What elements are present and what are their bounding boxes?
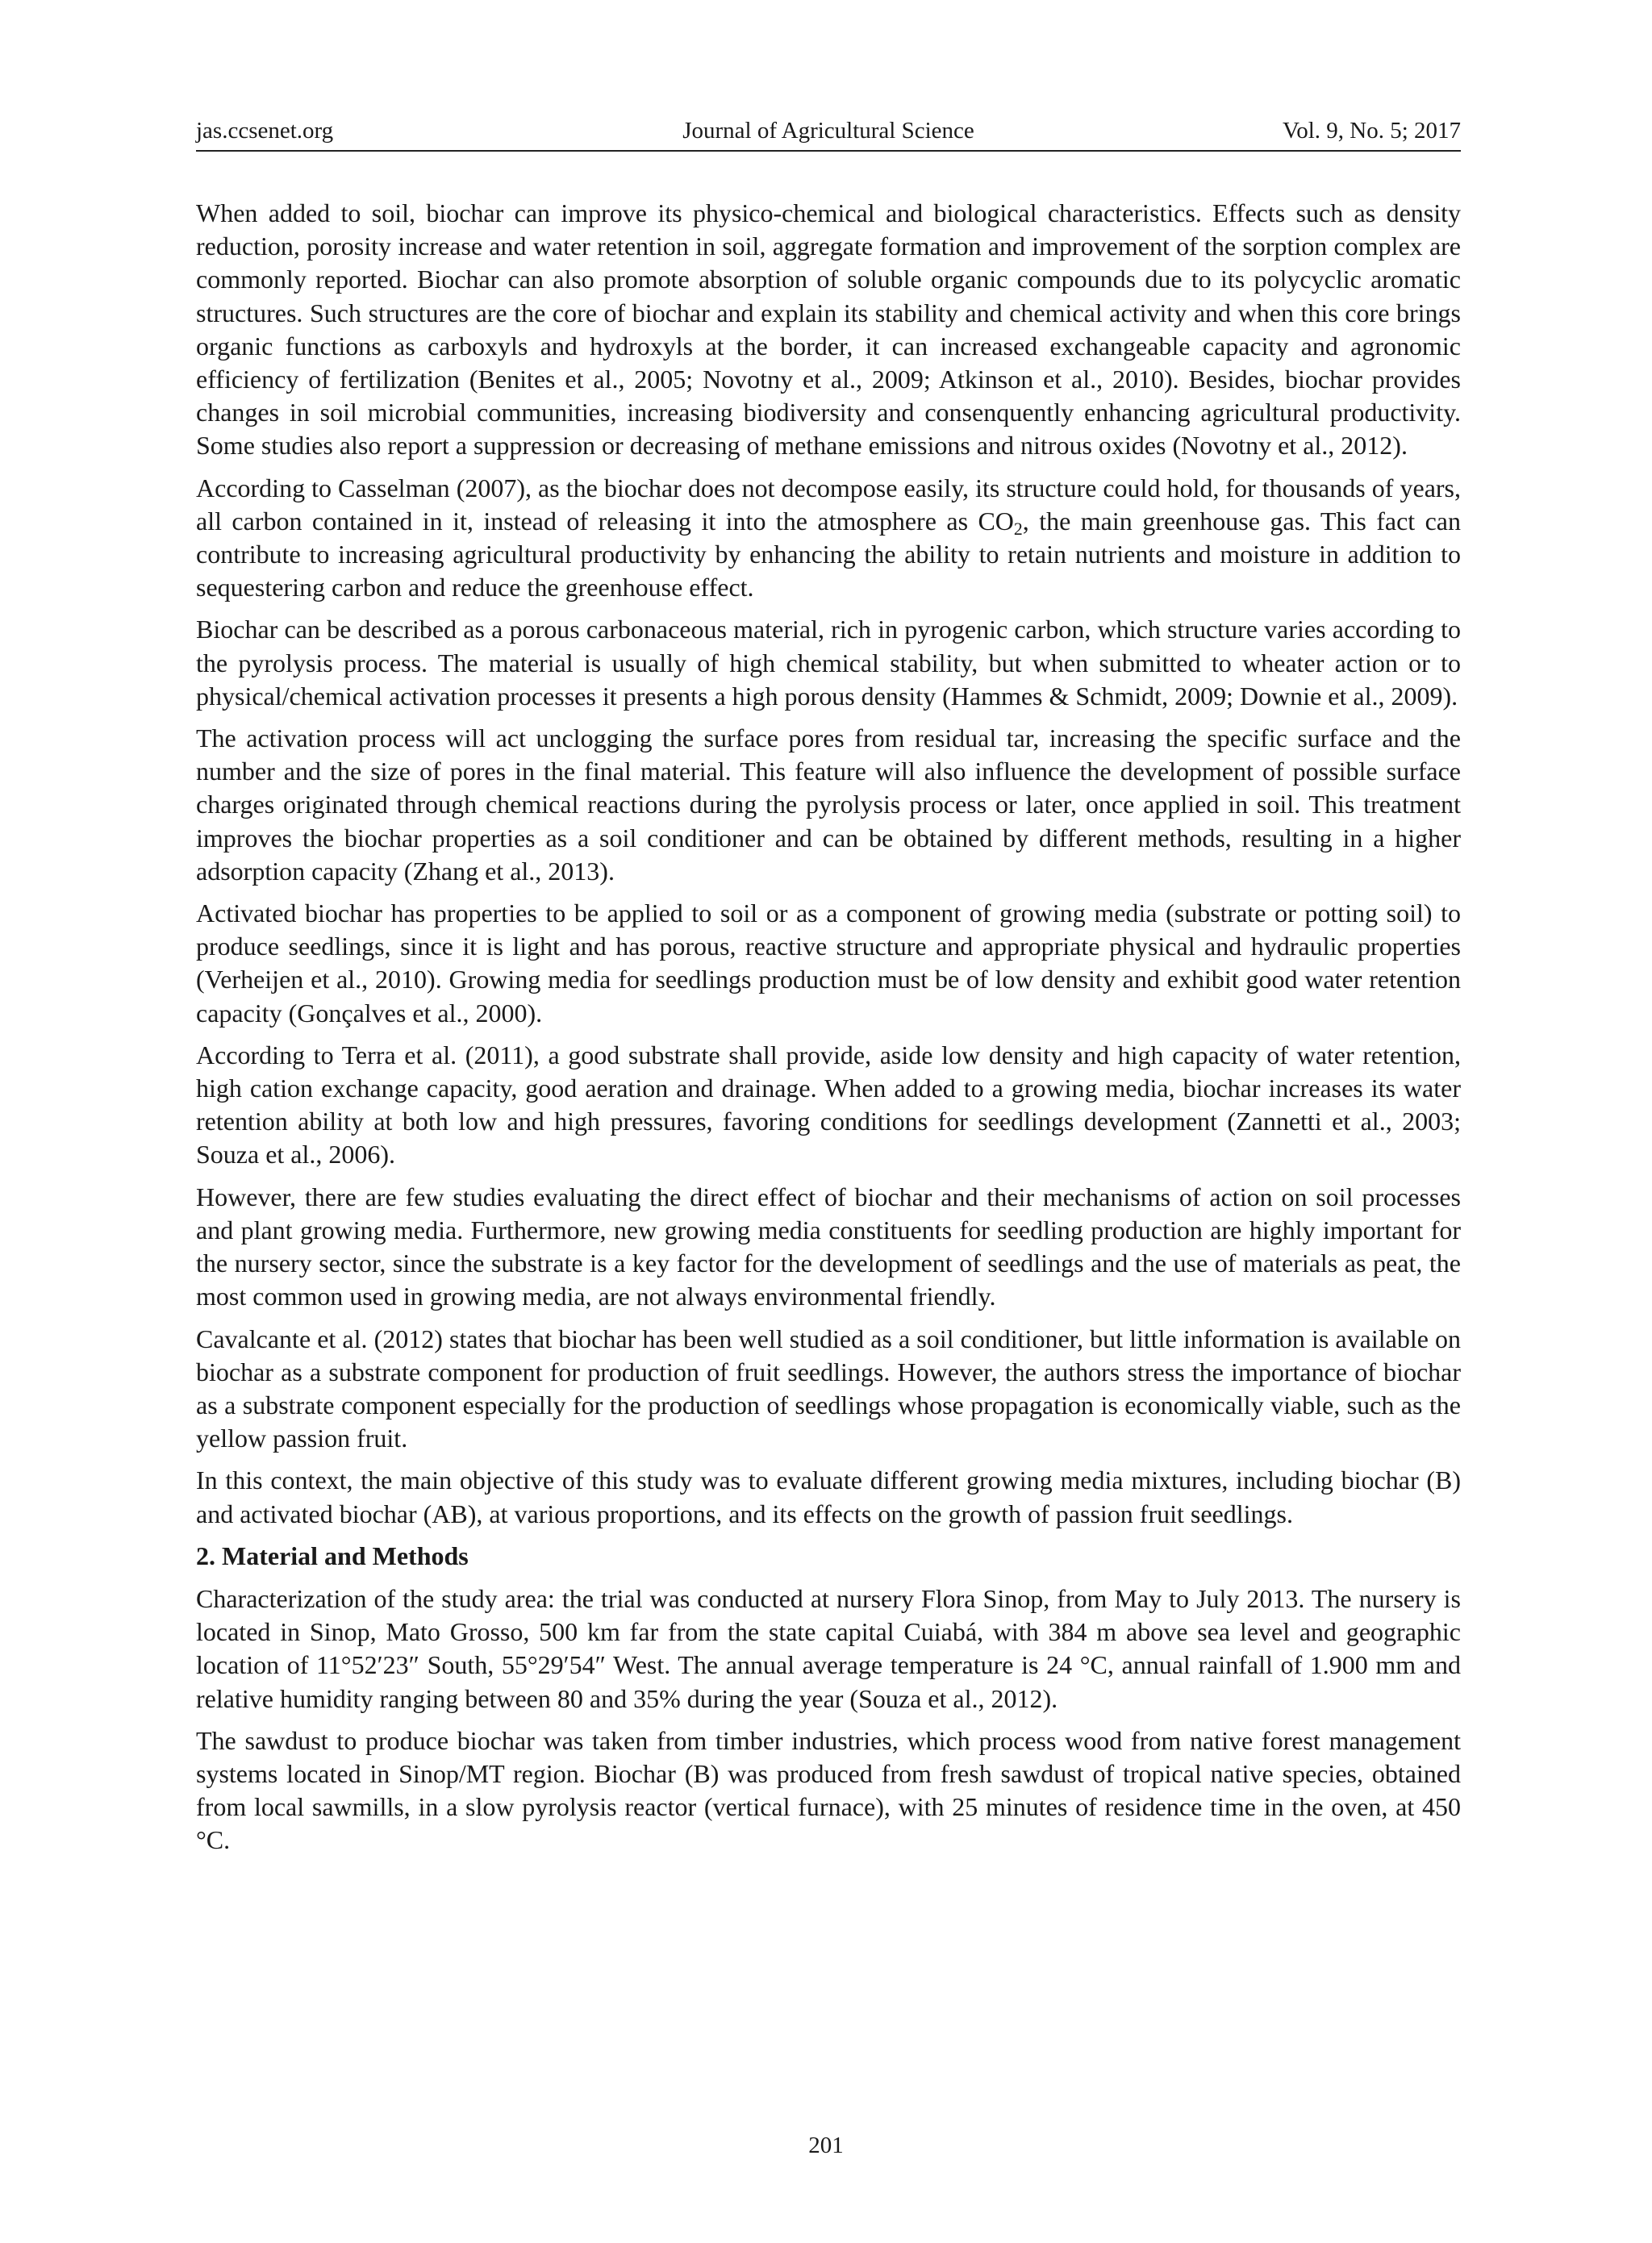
paragraph-9: In this context, the main objective of this study was to evaluate different growing media mixtures, including biochar (B) and activated biochar (AB), at various proportions, and its effects on the growth of passion fruit seedlings. [196, 1465, 1461, 1528]
journal-site[interactable]: jas.ccsenet.org [196, 118, 334, 144]
paragraph-4: The activation process will act unclogging the surface pores from residual tar, increasing the specific surface and the number and the size of pores in the final material. This feature will also influence the development of possible surface charges originated through chemical reactions during the pyrolysis process or later, once applied in soil. This treatment improves the biochar properties as a soil conditioner and can be obtained by different methods, resulting in a higher adsorption capacity (Zhang et al., 2013). [196, 723, 1461, 886]
paragraph-7: However, there are few studies evaluating the direct effect of biochar and their mechanisms of action on soil processes and plant growing media. Furthermore, new growing media constituents for seedling production are highly important for the nursery sector, since the substrate is a key factor for the development of seedlings and the use of materials as peat, the most common used in growing media, are not always environmental friendly. [196, 1182, 1461, 1311]
header-divider [196, 150, 1461, 152]
paragraph-5: Activated biochar has properties to be applied to soil or as a component of growing media (substrate or potting soil) to produce seedlings, since it is light and has porous, reactive structure and appropriate physical and hydraulic properties (Verheijen et al., 2010). Growing media for seedlings production must be of low density and exhibit good water retention capacity (Gonçalves et al., 2000). [196, 898, 1461, 1028]
journal-title: Journal of Agricultural Science [682, 118, 974, 144]
volume-info: Vol. 9, No. 5; 2017 [1282, 118, 1461, 144]
co2-subscript: 2 [1013, 519, 1023, 539]
page-number: 201 [808, 2133, 844, 2158]
paragraph-11: The sawdust to produce biochar was taken from timber industries, which process wood from native forest management systems located in Sinop/MT region. Biochar (B) was produced from fresh sawdust of tropical native species, obtained from local sawmills, in a slow pyrolysis reactor (vertical furnace), with 25 minutes of residence time in the oven, at 450 °C. [196, 1725, 1461, 1855]
paragraph-10: Characterization of the study area: the trial was conducted at nursery Flora Sinop, from May to July 2013. The nursery is located in Sinop, Mato Grosso, 500 km far from the state capital Cuiabá, with 384 m above sea level and geographic location of 11°52′23″ South, 55°29′54″ West. The annual average temperature is 24 °C, annual rainfall of 1.900 mm and relative humidity ranging between 80 and 35% during the year (Souza et al., 2012). [196, 1583, 1461, 1713]
running-header [196, 113, 1461, 148]
section-heading: 2. Material and Methods [196, 1540, 469, 1570]
paragraph-2-text-a: According to Casselman (2007), as the biochar does not decompose easily, its structure could hold, for thousands of years, all carbon contained in it, instead of releasing it into the atmosphere as CO [196, 473, 1461, 536]
article-body [196, 197, 1461, 1866]
paragraph-1: When added to soil, biochar can improve its physico-chemical and biological characteristics. Effects such as density reduction, porosity increase and water retention in soil, aggregate formation and improvement of the sorption complex are commonly reported. Biochar can also promote absorption of soluble organic compounds due to its polycyclic aromatic structures. Such structures are the core of biochar and explain its stability and chemical activity and when this core brings organic functions as carboxyls and hydroxyls at the border, it can increased exchangeable capacity and agronomic efficiency of fertilization (Benites et al., 2005; Novotny et al., 2009; Atkinson et al., 2010). Besides, biochar provides changes in soil microbial communities, increasing biodiversity and consenquently enhancing agricultural productivity. Some studies also report a suppression or decreasing of methane emissions and nitrous oxides (Novotny et al., 2012). [196, 198, 1461, 461]
paragraph-6: According to Terra et al. (2011), a good substrate shall provide, aside low density and high capacity of water retention, high cation exchange capacity, good aeration and drainage. When added to a growing media, biochar increases its water retention ability at both low and high pressures, favoring conditions for seedlings development (Zannetti et al., 2003; Souza et al., 2006). [196, 1040, 1461, 1169]
paragraph-8: Cavalcante et al. (2012) states that biochar has been well studied as a soil conditioner, but little information is available on biochar as a substrate component for production of fruit seedlings. However, the authors stress the importance of biochar as a substrate component especially for the production of seedlings whose propagation is economically viable, such as the yellow passion fruit. [196, 1324, 1461, 1453]
paragraph-2-text-b: , the main greenhouse gas. This fact can contribute to increasing agricultural productivity by enhancing the ability to retain nutrients and moisture in addition to sequestering carbon and reduce the greenhouse effect. [196, 506, 1462, 602]
paragraph-2 [196, 472, 1461, 605]
paragraph-3: Biochar can be described as a porous carbonaceous material, rich in pyrogenic carbon, which structure varies according to the pyrolysis process. The material is usually of high chemical stability, but when submitted to wheater action or to physical/chemical activation processes it presents a high porous density (Hammes & Schmidt, 2009; Downie et al., 2009). [196, 615, 1461, 711]
